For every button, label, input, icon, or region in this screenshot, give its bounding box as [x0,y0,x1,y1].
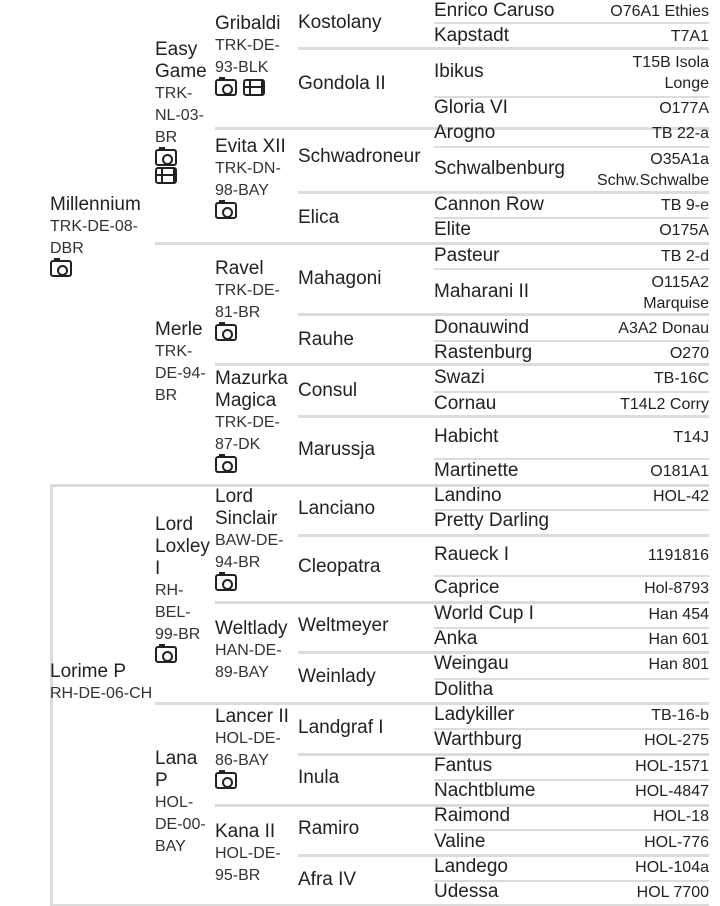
gen5-code: O181A1 [650,463,709,480]
gen5-horse-name[interactable]: Arogno [434,122,496,143]
gen5-code: O115A2 Marquise [643,274,709,312]
gen5-code: O270 [669,345,709,362]
gen5-horse-name[interactable]: Landino [434,485,502,506]
gen5-horse-name[interactable]: Swazi [434,367,485,388]
gen4-horse-name[interactable]: Weltmeyer [298,615,389,636]
gen5-code: HOL 7700 [636,884,709,901]
gen2-horse[interactable] [155,514,213,664]
horse-name[interactable]: Evita XII [215,136,286,157]
gen5-horse-name[interactable]: Pasteur [434,245,500,266]
gen4-horse-name[interactable]: Inula [298,767,340,788]
registration-number: TRK-NL-03-BR [155,85,204,146]
gen4-horse-name[interactable]: Ramiro [298,818,360,839]
horse-name[interactable]: Lord Sinclair [215,486,278,529]
horse-name[interactable]: Ravel [215,258,264,279]
horse-name[interactable]: Lorime P [50,661,127,682]
camera-icon[interactable] [215,772,237,789]
gen5-horse-name[interactable]: World Cup I [434,603,534,624]
horse-name[interactable]: Lord Loxley I [155,514,210,579]
horse-name[interactable]: Mazurka Magica [215,368,288,411]
horse-name[interactable]: Easy Game [155,39,207,82]
divider [434,217,709,219]
gen5-code: O35A1a Schw.Schwalbe [596,151,709,189]
registration-number: HOL-DE-95-BR [215,845,281,884]
gen5-code: TB 9-e [660,197,709,214]
registration-number: TRK-DN-98-BAY [215,160,281,199]
gen4-horse-name[interactable]: Afra IV [298,869,357,890]
gen4-horse-name[interactable]: Mahagoni [298,268,382,289]
gen4-horse-name[interactable]: Consul [298,380,358,401]
gen5-horse-name[interactable]: Rastenburg [434,342,533,363]
camera-icon[interactable] [215,324,237,341]
gen4-horse-name[interactable]: Kostolany [298,12,382,33]
gen4-horse-name[interactable]: Rauhe [298,329,354,350]
gen5-horse-name[interactable]: Warthburg [434,729,522,750]
gen5-code: T15B Isola Longe [632,54,709,92]
gen5-horse-name[interactable]: Weingau [434,653,509,674]
gen5-code: A3A2 Donau [618,320,709,337]
gen5-horse-name[interactable]: Caprice [434,577,500,598]
horse-name[interactable]: Millennium [50,194,141,215]
gen4-horse-name[interactable]: Gondola II [298,73,386,94]
gen5-horse-name[interactable]: Dolitha [434,679,494,700]
gen4-horse-name[interactable]: Schwadroneur [298,146,421,167]
registration-number: RH-DE-06-CH [50,685,153,702]
camera-icon[interactable] [50,260,72,277]
gen4-horse-name[interactable]: Landgraf I [298,717,384,738]
gen5-horse-name[interactable]: Landego [434,856,508,877]
registration-number: TRK-DE-08-DBR [50,218,139,257]
gen5-code: TB 22-a [652,125,709,142]
gen5-code: HOL-42 [652,488,709,505]
registration-number: HAN-DE-89-BAY [215,642,282,681]
camera-icon[interactable] [215,79,237,96]
gen2-horse[interactable] [155,39,213,185]
registration-number: TRK-DE-93-BLK [215,37,280,76]
divider [298,415,709,418]
gen5-horse-name[interactable]: Elite [434,219,471,240]
gen4-horse-name[interactable]: Cleopatra [298,556,381,577]
divider [434,268,709,270]
gen4-horse-name[interactable]: Weinlady [298,666,376,687]
gen5-code: HOL-776 [644,834,709,851]
camera-icon[interactable] [215,456,237,473]
horse-name[interactable]: Weltlady [215,618,288,639]
registration-number: TRK-DE-94-BR [155,343,206,404]
film-icon[interactable] [155,167,177,184]
gen5-horse-name[interactable]: Cannon Row [434,194,544,215]
gen5-code: TB-16-b [651,707,709,724]
horse-name[interactable]: Kana II [215,821,276,842]
gen3-horse[interactable] [215,618,295,684]
film-icon[interactable] [243,79,265,96]
horse-name[interactable]: Lancer II [215,706,289,727]
camera-icon[interactable] [215,202,237,219]
gen5-code: O175A [659,222,709,239]
gen5-horse-name[interactable]: Anka [434,628,478,649]
divider [434,22,709,24]
camera-icon[interactable] [215,574,237,591]
gen3-horse[interactable] [215,258,295,342]
gen5-code: T14J [673,429,709,446]
gen5-code: T14L2 Corry [620,396,709,413]
gen3-horse[interactable] [215,821,295,887]
gen4-horse-name[interactable]: Lanciano [298,498,376,519]
gen5-horse-name[interactable]: Ladykiller [434,704,515,725]
gen2-horse[interactable] [155,748,213,858]
registration-number: TRK-DE-87-DK [215,414,280,453]
gen5-horse-name[interactable]: Kapstadt [434,25,509,46]
gen5-code: T7A1 [670,28,709,45]
gen5-code: Hol-8793 [644,580,709,597]
gen5-horse-name[interactable]: Valine [434,831,486,852]
gen5-code: TB-16C [653,370,709,387]
gen5-horse-name[interactable]: Ibikus [434,61,484,82]
gen5-code: Han 601 [648,631,709,648]
divider [298,534,709,537]
divider [298,47,709,50]
gen5-code: O76A1 Ethies [610,3,709,20]
gen5-code: HOL-104a [635,859,709,876]
gen5-code: HOL-18 [652,808,709,825]
gen5-horse-name[interactable]: Udessa [434,881,499,902]
gen5-code: 1191816 [647,547,709,564]
gen3-horse[interactable] [215,486,295,592]
gen5-horse-name[interactable]: Cornau [434,393,497,414]
gen5-horse-name[interactable]: Habicht [434,426,499,447]
gen5-horse-name[interactable]: Schwalbenburg [434,158,565,179]
camera-icon[interactable] [155,646,177,663]
gen1-horse-sire[interactable] [50,194,155,278]
gen4-horse-name[interactable]: Elica [298,207,340,228]
horse-name[interactable]: Gribaldi [215,13,281,34]
gen2-horse[interactable] [155,319,213,407]
registration-number: RH-BEL-99-BR [155,582,201,643]
registration-number: BAW-DE-94-BR [215,532,284,571]
gen5-horse-name[interactable]: Pretty Darling [434,510,550,531]
gen5-horse-name[interactable]: Nachtblume [434,780,536,801]
gen5-code: HOL-1571 [635,758,709,775]
gen5-code: HOL-275 [644,732,709,749]
registration-number: HOL-DE-00-BAY [155,794,206,855]
registration-number: TRK-DE-81-BR [215,282,280,321]
horse-name[interactable]: Merle [155,319,203,340]
horse-name[interactable]: Lana P [155,748,198,791]
gen5-code: Han 801 [648,656,709,673]
gen5-horse-name[interactable]: Donauwind [434,317,530,338]
gen5-code: HOL-4847 [635,783,709,800]
gen5-horse-name[interactable]: Enrico Caruso [434,0,555,21]
gen5-horse-name[interactable]: Raimond [434,805,511,826]
gen3-horse[interactable] [215,706,295,790]
gen5-code: Han 454 [648,606,709,623]
gen5-horse-name[interactable]: Fantus [434,755,493,776]
gen5-code: O177A [659,100,709,117]
gen5-horse-name[interactable]: Maharani II [434,281,530,302]
divider [155,242,709,245]
gen5-horse-name[interactable]: Raueck I [434,544,509,565]
gen5-horse-name[interactable]: Gloria VI [434,97,508,118]
gen3-horse[interactable] [215,136,295,220]
registration-number: HOL-DE-86-BAY [215,730,281,769]
gen5-horse-name[interactable]: Martinette [434,460,519,481]
gen3-horse[interactable] [215,368,295,474]
gen5-code: TB 2-d [660,248,709,265]
gen3-horse[interactable] [215,13,295,97]
gen1-horse-dam[interactable] [50,661,155,705]
camera-icon[interactable] [155,149,177,166]
divider [434,146,709,148]
gen4-horse-name[interactable]: Marussja [298,439,376,460]
